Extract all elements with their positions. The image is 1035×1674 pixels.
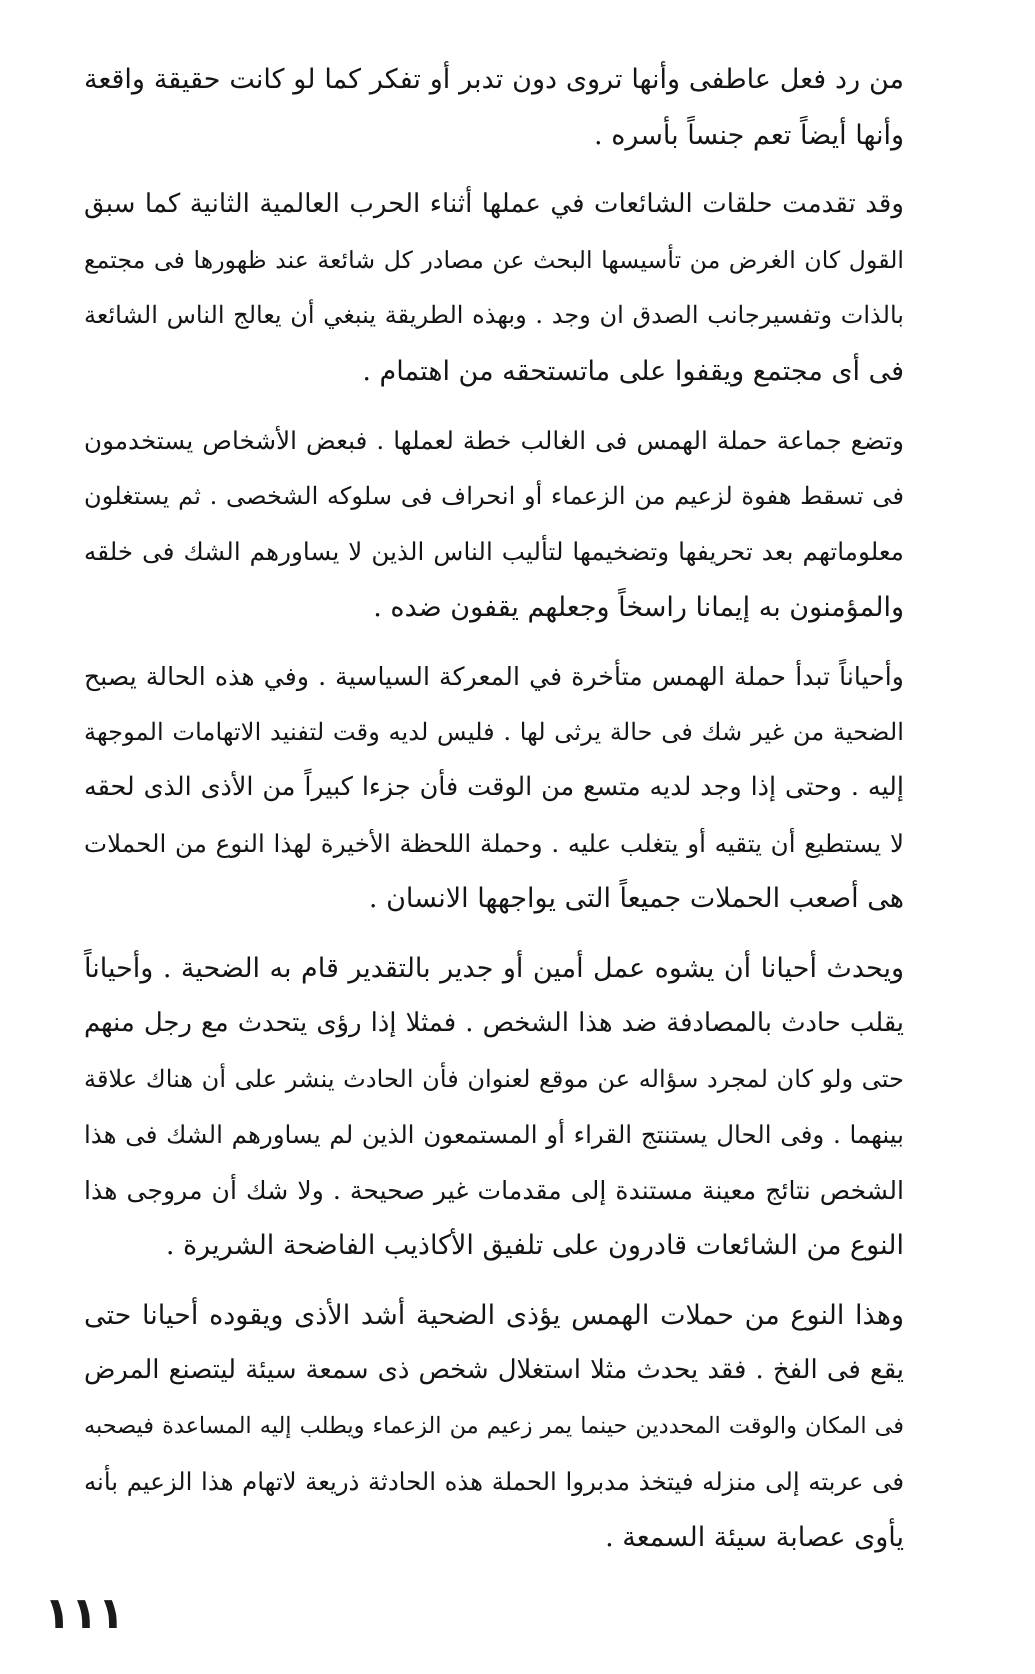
text-line: فى المكان والوقت المحددين حينما يمر زعيم من الزعماء ويطلب إليه المساعدة فيصحبه xyxy=(84,1412,904,1439)
text-line: والمؤمنون به إيمانا راسخاً وجعلهم يقفون ضده . xyxy=(373,591,904,623)
text-line: وأحياناً تبدأ حملة الهمس متأخرة في المعركة السياسية . وفي هذه الحالة يصبح xyxy=(84,662,904,691)
text-line: هى أصعب الحملات جميعاً التى يواجهها الانسان . xyxy=(368,883,904,914)
text-line: وأنها أيضاً تعم جنساً بأسره . xyxy=(594,119,904,151)
text-line: حتى ولو كان لمجرد سؤاله عن موقع لعنوان فأن الحادث ينشر على أن هناك علاقة xyxy=(84,1064,904,1093)
text-line: يأوى عصابة سيئة السمعة . xyxy=(605,1521,904,1553)
paragraph xyxy=(84,649,904,927)
text-line: النوع من الشائعات قادرون على تلفيق الأكاذيب الفاضحة الشريرة . xyxy=(165,1230,904,1261)
text-line: فى عربته إلى منزله فيتخذ مدبروا الحملة هذه الحادثة ذريعة لاتهام هذا الزعيم بأنه xyxy=(84,1467,904,1496)
text-line: إليه . وحتى إذا وجد لديه متسع من الوقت فأن جزءا كبيراً من الأذى الذى لحقه xyxy=(84,772,904,802)
text-line: وهذا النوع من حملات الهمس يؤذى الضحية أشد الأذى ويقوده أحيانا حتى xyxy=(84,1299,904,1331)
text-line: الشخص نتائج معينة مستندة إلى مقدمات غير صحيحة . ولا شك أن مروجى هذا xyxy=(84,1175,904,1205)
text-line: وقد تقدمت حلقات الشائعات في عملها أثناء الحرب العالمية الثانية كما سبق xyxy=(84,189,904,219)
text-line: بالذات وتفسيرجانب الصدق ان وجد . وبهذه الطريقة ينبغي أن يعالج الناس الشائعة xyxy=(84,301,904,329)
paragraph xyxy=(84,413,904,635)
text-line: القول كان الغرض من تأسيسها البحث عن مصادر كل شائعة عند ظهورها فى مجتمع xyxy=(84,245,904,274)
text-line: فى تسقط هفوة لزعيم من الزعماء أو انحراف فى سلوكه الشخصى . ثم يستغلون xyxy=(84,481,904,510)
text-line: الضحية من غير شك فى حالة يرثى لها . فليس لديه وقت لتفنيد الاتهامات الموجهة xyxy=(84,717,904,746)
text-line: فى أى مجتمع ويقفوا على ماتستحقه من اهتمام . xyxy=(362,355,904,387)
page-number: ١١١ xyxy=(44,1588,125,1639)
paragraph xyxy=(84,177,904,399)
paragraph xyxy=(84,1288,904,1566)
text-line: بينهما . وفى الحال يستنتج القراء أو المستمعون الذين لم يساورهم الشك فى هذا xyxy=(84,1120,904,1149)
text-line: لا يستطيع أن يتقيه أو يتغلب عليه . وحملة اللحظة الأخيرة لهذا النوع من الحملات xyxy=(84,828,904,858)
text-line: يقع فى الفخ . فقد يحدث مثلا استغلال شخص ذى سمعة سيئة ليتصنع المرض xyxy=(84,1355,904,1385)
text-line: من رد فعل عاطفى وأنها تروى دون تدبر أو تفكر كما لو كانت حقيقة واقعة xyxy=(84,64,904,95)
paragraph xyxy=(84,52,904,163)
paragraph xyxy=(84,941,904,1274)
text-line: وتضع جماعة حملة الهمس فى الغالب خطة لعملها . فبعض الأشخاص يستخدمون xyxy=(84,426,904,455)
text-line: يقلب حادث بالمصادفة ضد هذا الشخص . فمثلا إذا رؤى يتحدث مع رجل منهم xyxy=(84,1008,904,1038)
text-line: ويحدث أحيانا أن يشوه عمل أمين أو جدير بالتقدير قام به الضحية . وأحياناً xyxy=(84,952,904,984)
book-page xyxy=(84,52,904,1579)
text-line: معلوماتهم بعد تحريفها وتضخيمها لتأليب الناس الذين لا يساورهم الشك فى خلقه xyxy=(84,537,904,566)
